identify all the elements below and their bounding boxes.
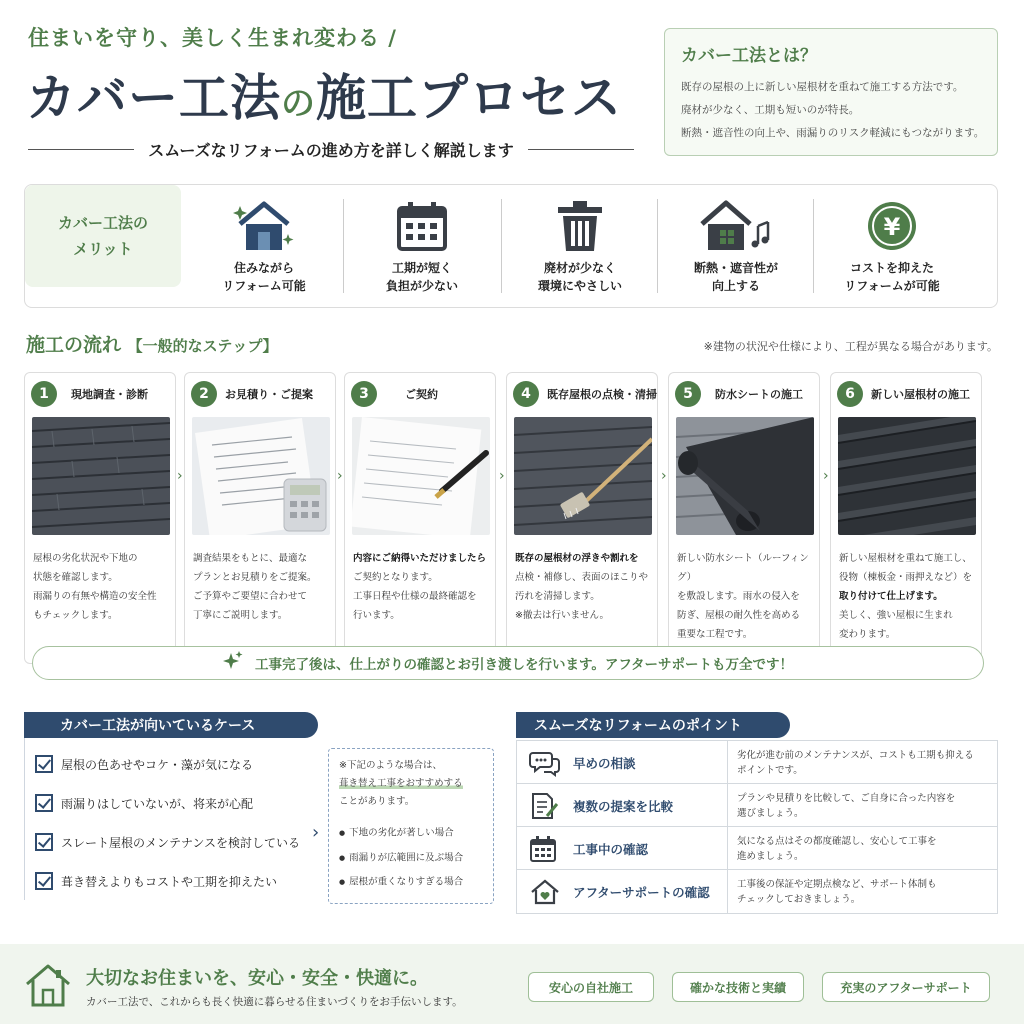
point-description: プランや見積りを比較して、ご自身に合った内容を 選びましょう。 [737, 792, 956, 819]
checkbox-checked-icon [35, 794, 53, 812]
list-item: 屋根の色あせやコケ・藻が気になる [35, 754, 253, 774]
steps-area [24, 372, 990, 668]
document-pen-icon [529, 792, 559, 820]
chevron-right-icon: › [177, 468, 183, 484]
house-icon [24, 962, 72, 1012]
step-card [830, 372, 982, 664]
footer [0, 944, 1024, 1024]
step-description: 新しい防水シート（ルーフィング） を敷設します。雨水の侵入を 防ぎ、屋根の耐久性を高める 重要な工程です。 [677, 553, 809, 640]
table-row [517, 827, 997, 870]
chevron-right-icon: › [499, 468, 505, 484]
step-card [184, 372, 336, 664]
step-number: 6 [837, 381, 863, 407]
list-item: ● 下地の劣化が著しい場合 [339, 821, 483, 846]
flow-title: 施工の流れ 【一般的なステップ】 [26, 334, 278, 356]
tagline: 住まいを守り、美しく生まれ変わる / [28, 26, 397, 50]
step-image-waterproof-sheet [676, 417, 814, 535]
point-description: 工事後の保証や定期点検など、サポート体制も チェックしておきましょう。 [737, 878, 937, 905]
flow-note: ※建物の状況や仕様により、工程が異なる場合があります。 [703, 340, 998, 353]
chevron-right-icon: › [312, 822, 320, 843]
step-image-roof-survey [32, 417, 170, 535]
point-name: 工事中の確認 [573, 841, 649, 857]
merits-panel [24, 184, 998, 308]
subtitle: スムーズなリフォームの進め方を詳しく解説します [148, 141, 514, 160]
about-line: 断熱・遮音性の向上や、雨漏りのリスク軽減にもつながります。 [681, 127, 985, 139]
merits-label: カバー工法の メリット [25, 185, 181, 287]
step-card [506, 372, 658, 664]
badge-technology: 確かな技術と実績 [672, 972, 804, 1002]
badge-after-support: 充実のアフターサポート [822, 972, 990, 1002]
step-title: 新しい屋根材の施工 [871, 388, 970, 401]
house-sparkle-icon [189, 197, 339, 255]
chevron-right-icon: › [823, 468, 829, 484]
table-row [517, 784, 997, 827]
trash-can-icon [505, 197, 655, 255]
merit-item: 工期が短く 負担が少ない [347, 197, 497, 297]
svg-text:¥: ¥ [883, 213, 901, 241]
point-name: 早めの相談 [573, 755, 636, 771]
step-image-estimate [192, 417, 330, 535]
step-number: 1 [31, 381, 57, 407]
calendar-icon [347, 197, 497, 255]
merit-item: 断熱・遮音性が 向上する [661, 197, 811, 297]
step-title: 防水シートの施工 [715, 388, 803, 401]
table-row [517, 741, 997, 784]
step-number: 5 [675, 381, 701, 407]
chat-bubbles-icon [529, 749, 559, 777]
badge-in-house: 安心の自社施工 [528, 972, 654, 1002]
calendar-icon [529, 835, 559, 863]
step-number: 3 [351, 381, 377, 407]
list-item: ● 雨漏りが広範囲に及ぶ場合 [339, 846, 483, 871]
step-title: ご契約 [405, 388, 438, 401]
house-heart-icon [529, 878, 559, 906]
footer-title: 大切なお住まいを、安心・安全・快適に。 [86, 968, 428, 989]
step-image-contract [352, 417, 490, 535]
chevron-right-icon: › [337, 468, 343, 484]
chevron-right-icon: › [661, 468, 667, 484]
merit-item: ¥ コストを抑えた リフォームが可能 [817, 197, 967, 297]
table-row [517, 870, 997, 913]
house-music-icon [661, 197, 811, 255]
step-number: 4 [513, 381, 539, 407]
merit-item: 住みながら リフォーム可能 [189, 197, 339, 297]
about-box [664, 28, 998, 156]
list-item: ● 屋根が重くなりすぎる場合 [339, 870, 483, 895]
checkbox-checked-icon [35, 833, 53, 851]
point-name: 複数の提案を比較 [573, 798, 674, 814]
step-card [668, 372, 820, 664]
step-number: 2 [191, 381, 217, 407]
step-image-cleaning [514, 417, 652, 535]
step-title: 既存屋根の点検・清掃 [547, 388, 657, 401]
page-title: カバー工法の施工プロセス [26, 69, 622, 127]
step-description: 新しい屋根材を重ねて施工し、 役物（棟板金・雨押えなど）を 取り付けて仕上げます。 美しく、強い屋根に生まれ 変わります。 [839, 553, 973, 640]
points-title: スムーズなリフォームのポイント [516, 712, 790, 738]
cases-title: カバー工法が向いているケース [24, 712, 318, 738]
step-image-new-roofing [838, 417, 976, 535]
about-title: カバー工法とは？ [681, 46, 817, 66]
about-line: 廃材が少なく、工期も短いのが特長。 [681, 104, 860, 116]
points-table [516, 740, 998, 914]
step-description: 既存の屋根材の浮きや割れを 点検・補修し、表面のほこりや 汚れを清掃します。 ※撤去は行いません。 [515, 553, 649, 621]
step-description: 内容にご納得いただけましたら ご契約となります。 工事日程や仕様の最終確認を 行います。 [353, 553, 487, 621]
yen-coin-icon [817, 197, 967, 255]
step-title: お見積り・ご提案 [225, 388, 313, 401]
about-line: 既存の屋根の上に新しい屋根材を重ねて施工する方法です。 [681, 81, 964, 93]
checkbox-checked-icon [35, 755, 53, 773]
sparkle-icon [223, 651, 243, 675]
cases-list [24, 738, 318, 900]
list-item: 雨漏りはしていないが、将来が心配 [35, 793, 253, 813]
checkbox-checked-icon [35, 872, 53, 890]
list-item: 葺き替えよりもコストや工期を抑えたい [35, 871, 277, 891]
step-card [344, 372, 496, 664]
completion-banner: 工事完了後は、仕上がりの確認とお引き渡しを行います。アフターサポートも万全です！ [32, 646, 984, 680]
step-card [24, 372, 176, 664]
subtitle-row [28, 138, 634, 161]
cases-note: ※下記のような場合は、 葺き替え工事をおすすめする ことがあります。 ● 下地の劣化が著しい場合 ● 雨漏りが広範囲に及ぶ場合 ● 屋根が重くなりすぎる場合 [328, 748, 494, 904]
step-description: 屋根の劣化状況や下地の 状態を確認します。 雨漏りの有無や構造の安全性 もチェックします。 [33, 553, 157, 621]
step-description: 調査結果をもとに、最適な プランとお見積りをご提案。 ご予算やご要望に合わせて 丁寧にご説明します。 [193, 553, 317, 621]
merit-item: 廃材が少なく 環境にやさしい [505, 197, 655, 297]
point-name: アフターサポートの確認 [573, 884, 710, 900]
step-title: 現地調査・診断 [71, 388, 148, 401]
footer-subtitle: カバー工法で、これからも長く快適に暮らせる住まいづくりをお手伝いします。 [86, 996, 463, 1008]
point-description: 気になる点はその都度確認し、安心して工事を 進めましょう。 [737, 835, 937, 862]
list-item: スレート屋根のメンテナンスを検討している [35, 832, 300, 852]
point-description: 劣化が進む前のメンテナンスが、コストも工期も抑える ポイントです。 [737, 749, 974, 776]
